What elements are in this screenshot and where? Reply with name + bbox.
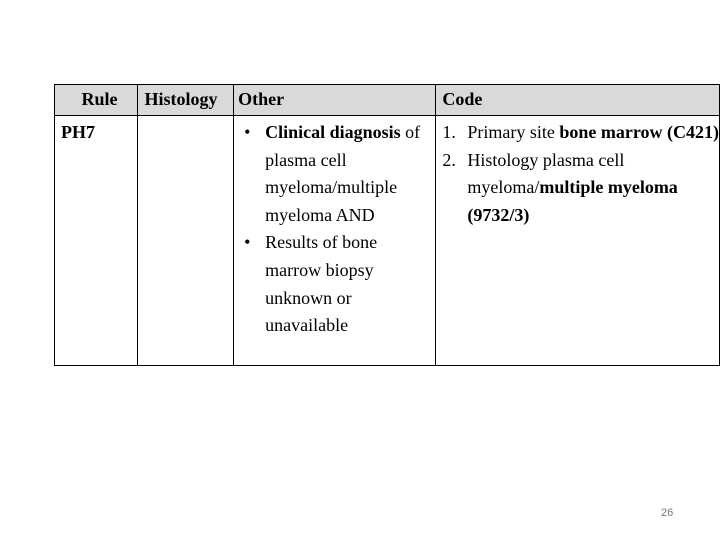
bullet-icon: • [244,122,251,142]
header-other: Other [234,85,436,116]
header-histology: Histology [138,85,234,116]
rule-table [54,84,720,366]
code-list [436,119,719,229]
code-item1-text: Primary site [467,122,555,142]
code-item1-bold: bone marrow (C421) [559,122,719,142]
cell-other [234,116,436,366]
list-item [234,229,435,339]
cell-rule: PH7 [55,116,138,366]
bullet-icon: • [244,232,251,253]
list-item [436,147,719,230]
code-item2-bold: multiple myeloma (9732/3) [467,177,678,225]
other-list [234,119,435,340]
other-item2-text: Results of bone marrow biopsy unknown or unavailable [265,232,378,336]
table-header-row [55,85,720,116]
list-item [436,119,719,147]
list-number: 2. [442,149,456,170]
list-item [234,119,435,229]
list-number: 1. [442,122,456,142]
header-code: Code [436,85,720,116]
code-item2-text: Histology plasma cell myeloma/ [467,149,625,198]
page-number: 26 [661,507,674,519]
table-row [55,116,720,366]
other-item1-text: of plasma cell myeloma/multiple myeloma AND [265,122,421,225]
cell-code [436,116,720,366]
header-rule: Rule [55,85,138,116]
cell-histology [138,116,234,366]
other-item1-bold: Clinical diagnosis [265,122,401,142]
